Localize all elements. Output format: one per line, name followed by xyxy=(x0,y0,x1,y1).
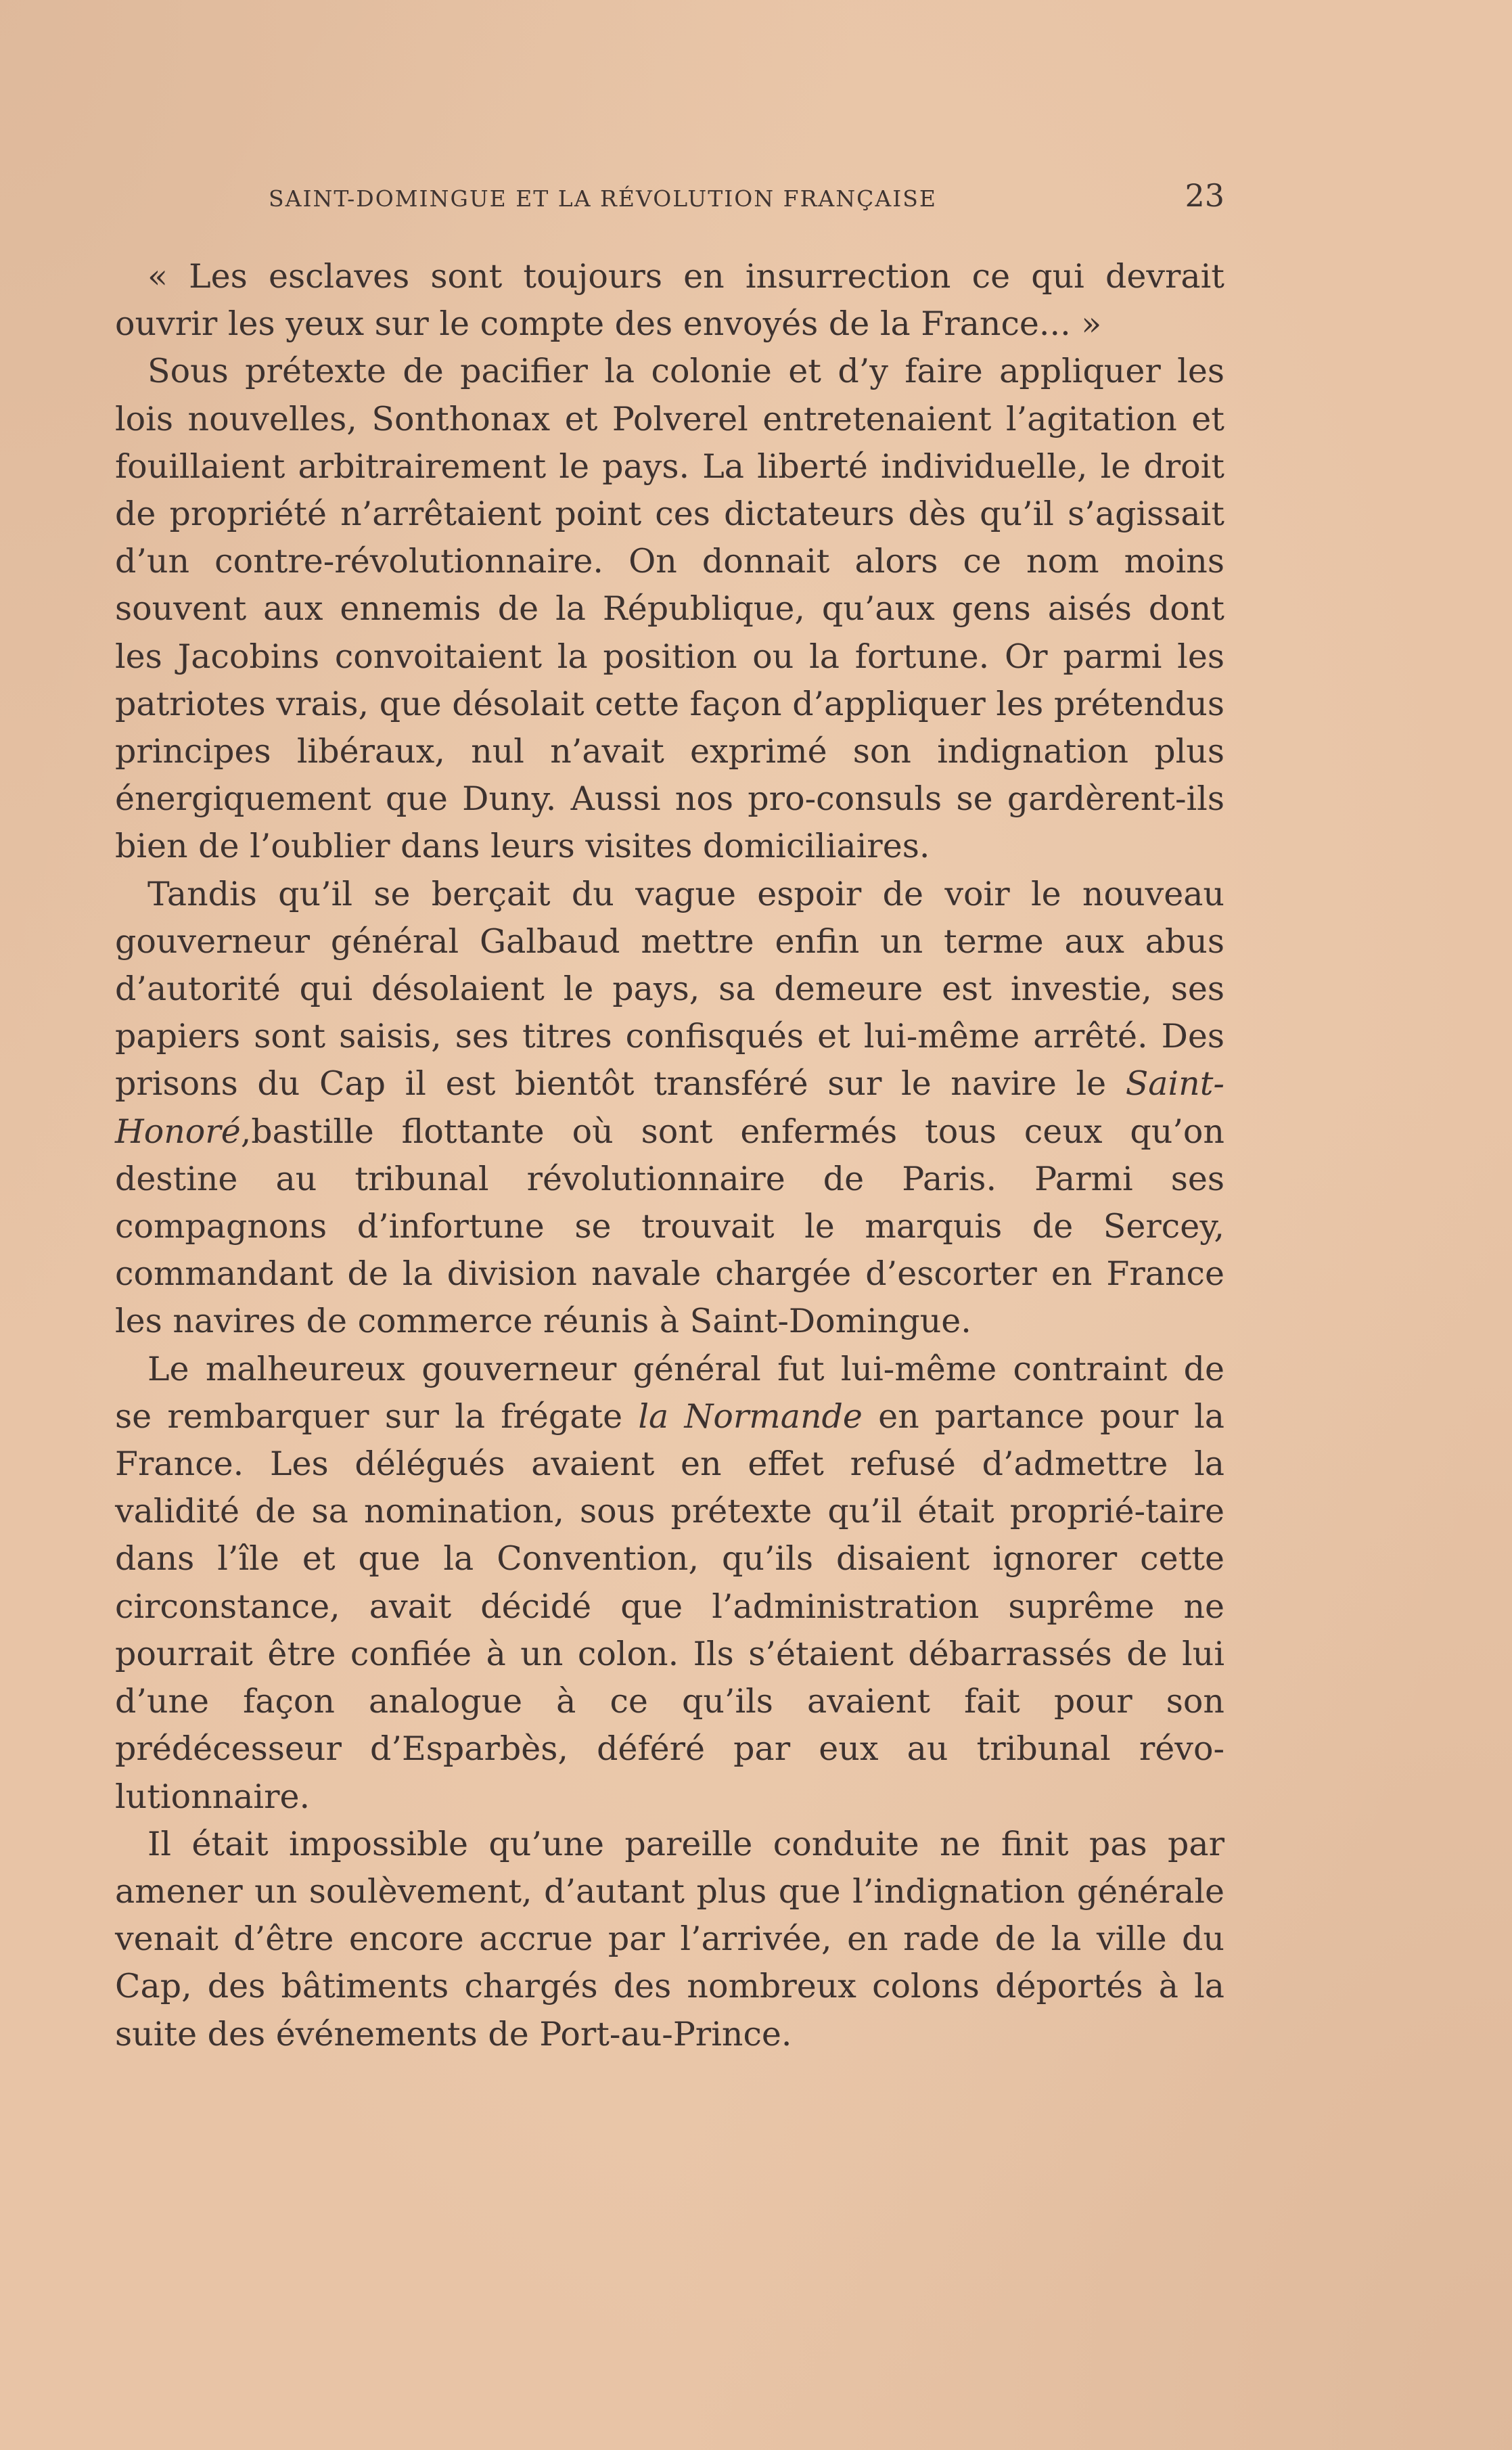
paragraph-4-text-after: en partance pour la France. Les délégués avaient en effet refusé d’admettre la validité de sa nomination, sous prétexte qu’il était proprié-taire dans l’île et que la Convention, qu’ils disaient ignorer cette circonstance, avait décidé que l’administration suprême ne pourrait être confiée à un colon. Ils s’étaient débarrassés de lui d’une façon analogue à ce qu’ils avaient fait pour son prédécesseur d’Esparbès, déféré par eux au tribunal révo-lutionnaire. xyxy=(115,1397,1225,1816)
book-page xyxy=(115,177,1224,2058)
ship-name-saint-honore: Saint-Honoré xyxy=(115,1064,1224,1151)
paragraph-4 xyxy=(115,1346,1224,1821)
paragraph-2-text: Sous prétexte de pacifier la colonie et d’y faire appliquer les lois nouvelles, Sonthonax et Polverel entretenaient l’agitation et fouillaient arbitrairement le pays. La liberté individuelle, le droit de propriété n’arrêtaient point ces dictateurs dès qu’il s’agissait d’un contre-révolutionnaire. On donnait alors ce nom moins souvent aux ennemis de la République, qu’aux gens aisés dont les Jacobins convoitaient la position ou la fortune. Or parmi les patriotes vrais, que désolait cette façon d’appliquer les prétendus principes libéraux, nul n’avait exprimé son indignation plus énergiquement que Duny. Aussi nos pro-consuls se gardèrent-ils bien de l’oublier dans leurs visites domiciliaires. xyxy=(115,352,1224,866)
paragraph-5 xyxy=(115,1821,1224,2058)
ship-name-la-normande: la Normande xyxy=(638,1397,863,1436)
running-head xyxy=(269,177,1224,214)
paragraph-3 xyxy=(115,871,1224,1346)
paragraph-4-text: Le malheureux gouverneur général fut lui-même contraint de se rembarquer sur la frégate xyxy=(115,1349,1224,1436)
body-text xyxy=(115,253,1224,2058)
paragraph-3-text-after: ,bastille flottante où sont enfermés tous ceux qu’on destine au tribunal révolutionnaire de Paris. Parmi ses compagnons d’infortune se trouvait le marquis de Sercey, commandant de la division navale chargée d’escorter en France les navires de commerce réunis à Saint-Domingue. xyxy=(115,1112,1224,1341)
paragraph-5-text: Il était impossible qu’une pareille conduite ne finit pas par amener un soulèvement, d’autant plus que l’indignation générale venait d’être encore accrue par l’arrivée, en rade de la ville du Cap, des bâtiments chargés des nombreux colons déportés à la suite des événements de Port-au-Prince. xyxy=(115,1824,1224,2054)
paragraph-2 xyxy=(115,348,1224,870)
paragraph-1 xyxy=(115,253,1224,348)
paragraph-3-text: Tandis qu’il se berçait du vague espoir de voir le nouveau gouverneur général Galbaud mettre enfin un terme aux abus d’autorité qui désolaient le pays, sa demeure est investie, ses papiers sont saisis, ses titres confisqués et lui-même arrêté. Des prisons du Cap il est bientôt transféré sur le navire le xyxy=(115,874,1224,1104)
running-title: SAINT-DOMINGUE ET LA RÉVOLUTION FRANÇAISE xyxy=(269,185,937,212)
paragraph-1-text: « Les esclaves sont toujours en insurrection ce qui devrait ouvrir les yeux sur le compte des envoyés de la France... » xyxy=(115,257,1224,344)
page-number: 23 xyxy=(1185,177,1224,214)
